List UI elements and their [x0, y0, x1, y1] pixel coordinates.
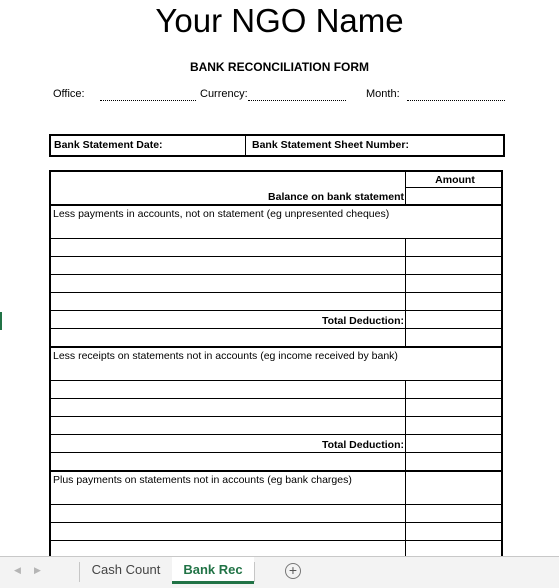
statement-info-box	[49, 134, 505, 157]
section2-label[interactable]: Less receipts on statements not in accounts (eg income received by bank)	[53, 350, 398, 362]
row-line	[49, 522, 503, 523]
org-name-title[interactable]: Your NGO Name	[155, 2, 404, 39]
row-line	[49, 256, 503, 257]
currency-label: Currency:	[200, 88, 248, 100]
amount-divider	[405, 172, 406, 204]
currency-field[interactable]	[248, 100, 346, 101]
form-title[interactable]: BANK RECONCILIATION FORM	[189, 60, 370, 74]
tab-divider	[254, 562, 255, 582]
section3-label[interactable]: Plus payments on statements not in accounts (eg bank charges)	[53, 474, 352, 486]
amount-divider	[405, 470, 406, 556]
row-line	[49, 204, 503, 206]
bank-statement-sheet-cell[interactable]: Bank Statement Sheet Number:	[252, 139, 409, 151]
row-line	[49, 540, 503, 541]
amount-divider	[405, 380, 406, 470]
bank-statement-date-cell[interactable]: Bank Statement Date:	[51, 136, 246, 155]
office-label: Office:	[53, 88, 85, 100]
office-field[interactable]	[100, 100, 196, 101]
month-label: Month:	[366, 88, 400, 100]
scroll-left-icon[interactable]: ◀	[14, 565, 21, 575]
tab-cash-count[interactable]: Cash Count	[91, 562, 161, 577]
plus-circle-icon[interactable]: +	[285, 563, 301, 579]
row-line	[49, 380, 503, 381]
row-line	[49, 398, 503, 399]
scroll-right-icon[interactable]: ▶	[34, 565, 41, 575]
row-line	[49, 416, 503, 417]
section1-label[interactable]: Less payments in accounts, not on statement (eg unpresented cheques)	[53, 208, 390, 220]
selected-row-indicator	[0, 312, 2, 330]
row-line	[49, 434, 503, 435]
reconciliation-table	[49, 170, 503, 556]
amount-header-line	[406, 187, 503, 188]
row-line	[49, 452, 503, 453]
row-line	[49, 328, 503, 329]
sheet-tab-bar	[0, 556, 559, 588]
section-line	[49, 346, 503, 348]
row-line	[49, 238, 503, 239]
row-line	[49, 292, 503, 293]
tab-bank-rec[interactable]: Bank Rec	[172, 557, 254, 584]
row-line	[49, 504, 503, 505]
row-line	[49, 310, 503, 311]
total-deduction-1[interactable]: Total Deduction:	[321, 315, 404, 327]
balance-label[interactable]: Balance on bank statement	[268, 191, 404, 203]
row-line	[49, 274, 503, 275]
total-deduction-2[interactable]: Total Deduction:	[321, 439, 404, 451]
section-line	[49, 470, 503, 472]
amount-header[interactable]: Amount	[435, 174, 475, 186]
month-field[interactable]	[407, 100, 505, 101]
